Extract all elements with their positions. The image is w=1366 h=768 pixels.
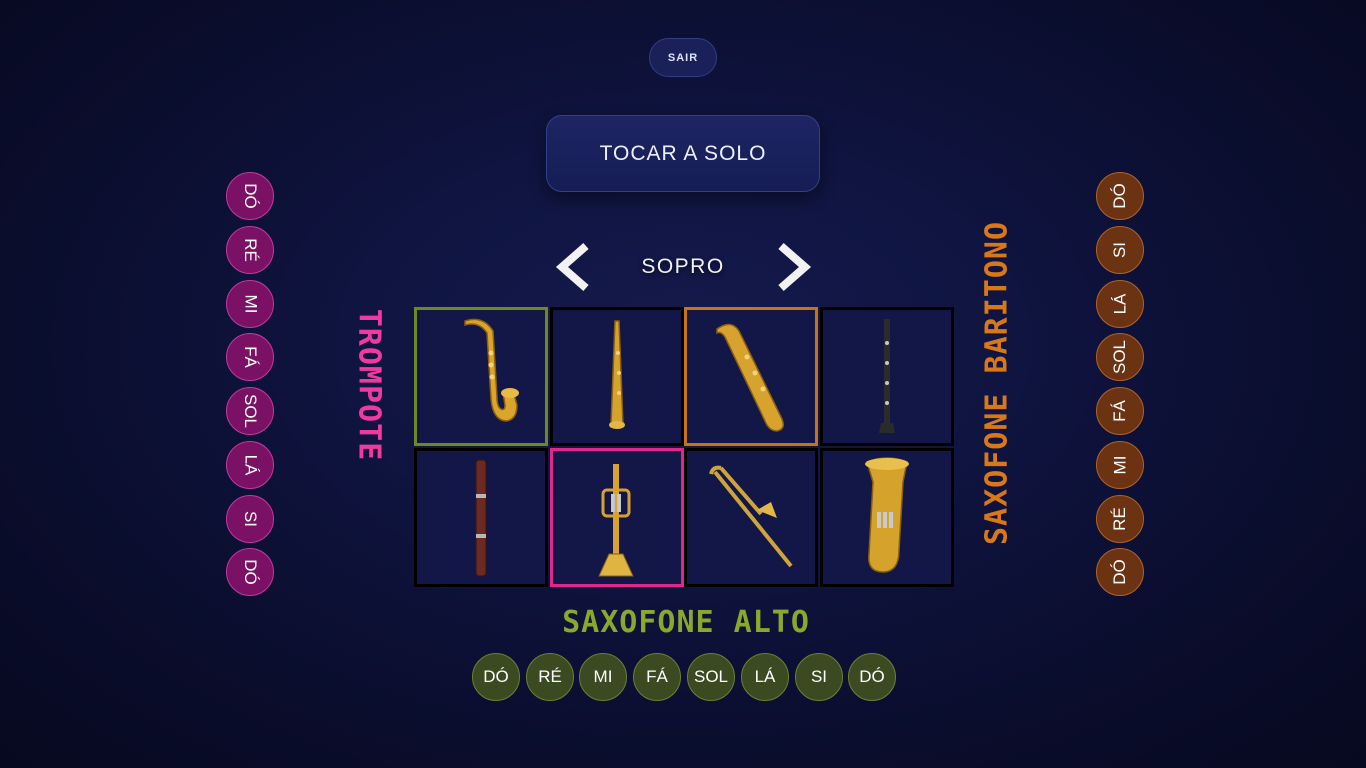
alto-saxophone-icon (421, 313, 541, 441)
left-note-button[interactable]: LÁ (226, 441, 274, 489)
category-title: SOPRO (641, 255, 725, 278)
left-player-label: TROMPOTE (351, 308, 387, 462)
bottom-note-button[interactable]: DÓ (848, 653, 896, 701)
bottom-note-button[interactable]: SOL (687, 653, 735, 701)
right-note-button[interactable]: SI (1096, 226, 1144, 274)
bottom-player-label: SAXOFONE ALTO (562, 605, 810, 640)
right-note-button[interactable]: FÁ (1096, 387, 1144, 435)
bottom-note-button[interactable]: DÓ (472, 653, 520, 701)
left-note-button[interactable]: RÉ (226, 226, 274, 274)
bassoon-icon (421, 454, 541, 582)
trumpet-icon (557, 454, 677, 582)
bottom-note-button[interactable]: RÉ (526, 653, 574, 701)
right-note-button[interactable]: LÁ (1096, 280, 1144, 328)
left-note-button[interactable]: MI (226, 280, 274, 328)
instrument-tile-soprano-sax[interactable] (550, 307, 684, 446)
instrument-tile-tuba[interactable] (820, 448, 954, 587)
chevron-right-icon[interactable] (775, 242, 815, 292)
instrument-tile-baritone-sax[interactable] (684, 307, 818, 446)
instrument-tile-alto-sax[interactable] (414, 307, 548, 446)
left-note-button[interactable]: FÁ (226, 333, 274, 381)
right-note-button[interactable]: MI (1096, 441, 1144, 489)
bottom-note-button[interactable]: MI (579, 653, 627, 701)
tuba-icon (827, 454, 947, 582)
right-note-button[interactable]: RÉ (1096, 495, 1144, 543)
left-note-button[interactable]: DÓ (226, 172, 274, 220)
play-solo-button[interactable]: TOCAR A SOLO (546, 115, 820, 192)
clarinet-icon (827, 313, 947, 441)
bottom-note-button[interactable]: SI (795, 653, 843, 701)
exit-button[interactable]: SAIR (649, 38, 717, 77)
bottom-note-button[interactable]: LÁ (741, 653, 789, 701)
right-note-button[interactable]: SOL (1096, 333, 1144, 381)
baritone-saxophone-icon (691, 313, 811, 441)
chevron-left-icon[interactable] (552, 242, 592, 292)
instrument-tile-bassoon[interactable] (414, 448, 548, 587)
right-player-label: SAXOFONE BARITONO (979, 220, 1015, 546)
left-note-button[interactable]: DÓ (226, 548, 274, 596)
bottom-note-button[interactable]: FÁ (633, 653, 681, 701)
right-note-button[interactable]: DÓ (1096, 548, 1144, 596)
right-note-button[interactable]: DÓ (1096, 172, 1144, 220)
instrument-tile-clarinet[interactable] (820, 307, 954, 446)
instrument-tile-trumpet[interactable] (550, 448, 684, 587)
instrument-grid (414, 307, 954, 588)
soprano-saxophone-icon (557, 313, 677, 441)
left-note-button[interactable]: SI (226, 495, 274, 543)
trombone-icon (691, 454, 811, 582)
left-note-button[interactable]: SOL (226, 387, 274, 435)
instrument-tile-trombone[interactable] (684, 448, 818, 587)
